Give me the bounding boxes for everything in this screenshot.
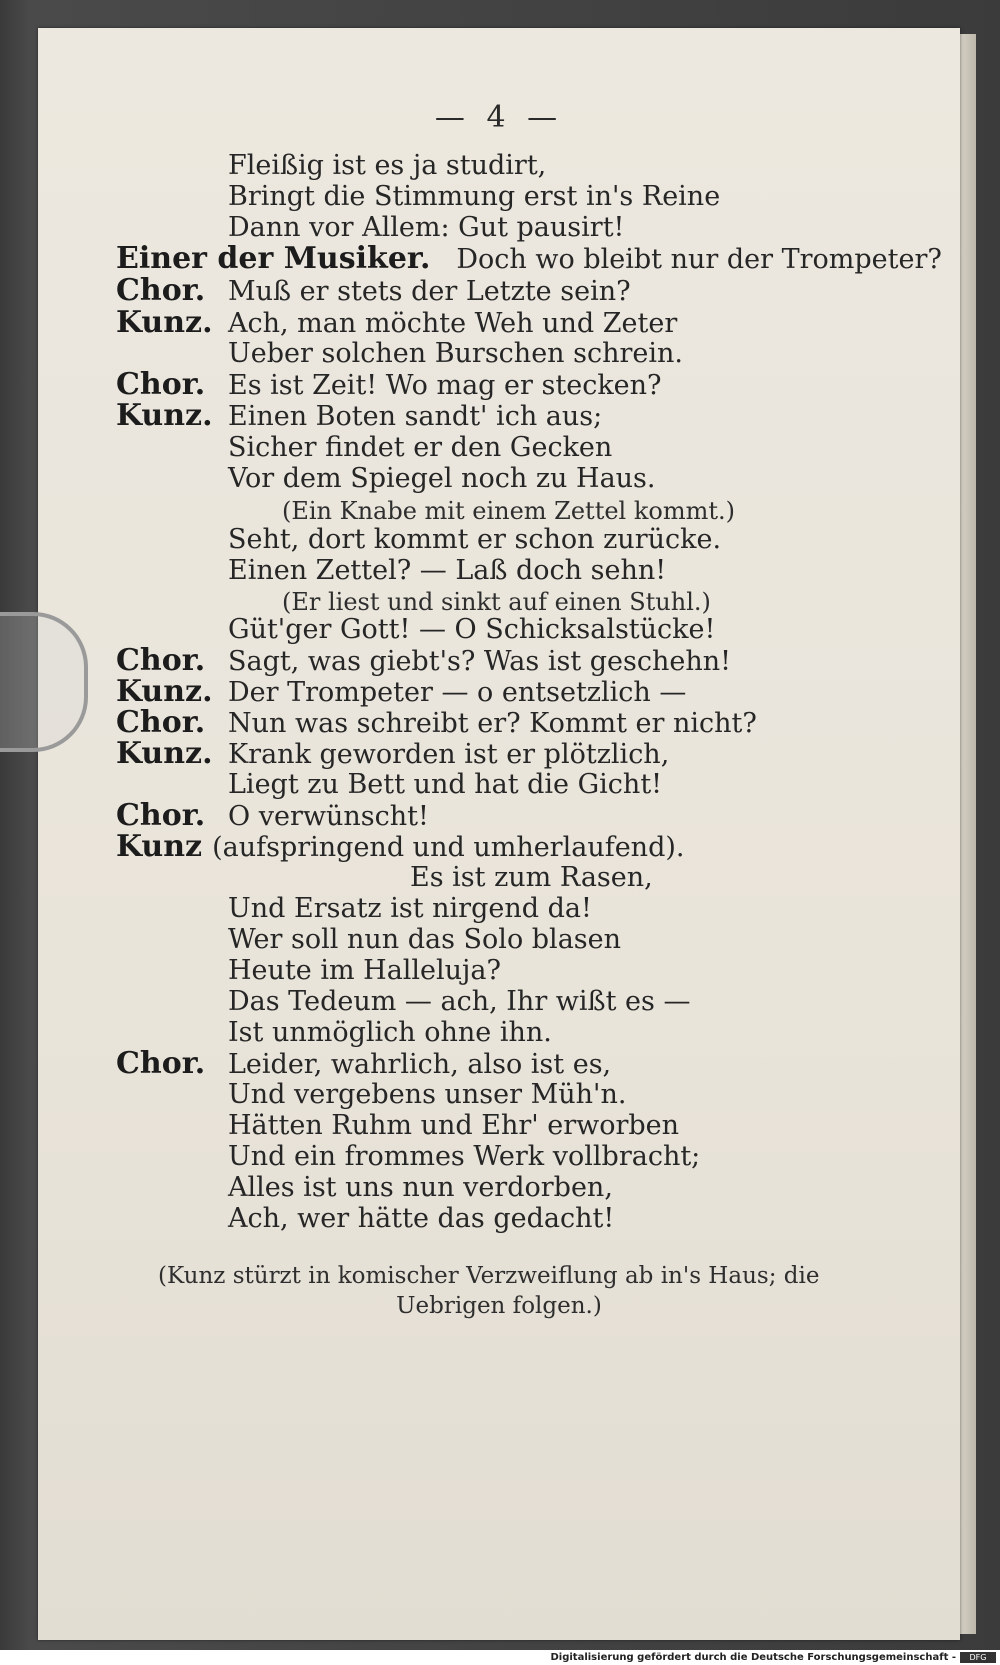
book-page	[38, 28, 960, 1640]
verse-line: Und ein frommes Werk vollbracht;	[228, 1141, 701, 1172]
verse-line: Chor. O verwünscht!	[116, 798, 429, 833]
verse-line: Kunz. Einen Boten sandt' ich aus;	[116, 398, 603, 433]
verse-line: Heute im Halleluja?	[228, 955, 502, 986]
speaker-label: Kunz.	[116, 398, 213, 433]
verse-line: Bringt die Stimmung erst in's Reine	[228, 181, 721, 212]
paper-clip	[0, 612, 88, 752]
verse-line: Seht, dort kommt er schon zurücke.	[228, 524, 722, 555]
speaker-label: Kunz.	[116, 736, 213, 771]
verse-line: Wer soll nun das Solo blasen	[228, 924, 622, 955]
verse-line: Ueber solchen Burschen schrein.	[228, 338, 684, 369]
speaker-label: Chor.	[116, 1046, 206, 1081]
speaker-label: Chor.	[116, 705, 206, 740]
stage-direction: (Er liest und sinkt auf einen Stuhl.)	[282, 588, 711, 616]
speaker-label: Chor.	[116, 643, 206, 678]
speaker-label: Einer der Musiker.	[116, 241, 431, 276]
speaker-label: Kunz.	[116, 674, 213, 709]
verse-line: Alles ist uns nun verdorben,	[228, 1172, 613, 1203]
verse-line: Das Tedeum — ach, Ihr wißt es —	[228, 986, 691, 1017]
closing-stage-direction-2: Uebrigen folgen.)	[396, 1293, 602, 1319]
verse-line: Ist unmöglich ohne ihn.	[228, 1017, 552, 1048]
footer-text: Digitalisierung gefördert durch die Deutsche Forschungsgemeinschaft -	[550, 1652, 956, 1663]
verse-line: Sicher findet er den Gecken	[228, 432, 613, 463]
page-edge	[958, 34, 976, 1634]
verse-line: Kunz. Der Trompeter — o entsetzlich —	[116, 674, 687, 709]
speaker-label: Kunz	[116, 829, 203, 864]
verse-line: Chor. Sagt, was giebt's? Was ist geschehn!	[116, 643, 732, 678]
verse-line: Dann vor Allem: Gut pausirt!	[228, 212, 625, 243]
verse-line: Einen Zettel? — Laß doch sehn!	[228, 555, 667, 586]
verse-line: Chor. Nun was schreibt er? Kommt er nicht?	[116, 705, 757, 740]
page-number: — 4 —	[434, 100, 564, 135]
verse-line: Ach, wer hätte das gedacht!	[228, 1203, 615, 1234]
speaker-label: Chor.	[116, 273, 206, 308]
verse-line: Kunz (aufspringend und umherlaufend).	[116, 829, 685, 864]
closing-stage-direction: (Kunz stürzt in komischer Verzweiflung ab in's Haus; die	[158, 1263, 820, 1289]
verse-line: Einer der Musiker. Doch wo bleibt nur der Trompeter?	[116, 241, 942, 276]
verse-line: Chor. Muß er stets der Letzte sein?	[116, 273, 631, 308]
verse-line: Es ist zum Rasen,	[410, 862, 653, 893]
verse-line: Chor. Leider, wahrlich, also ist es,	[116, 1046, 612, 1081]
speaker-label: Chor.	[116, 798, 206, 833]
verse-line: Kunz. Krank geworden ist er plötzlich,	[116, 736, 670, 771]
verse-line: Güt'ger Gott! — O Schicksalstücke!	[228, 614, 716, 645]
verse-line: Chor. Es ist Zeit! Wo mag er stecken?	[116, 367, 662, 402]
verse-line: Kunz. Ach, man möchte Weh und Zeter	[116, 305, 678, 340]
speaker-label: Chor.	[116, 367, 206, 402]
verse-line: Und Ersatz ist nirgend da!	[228, 893, 592, 924]
digitization-footer	[0, 1650, 1000, 1665]
verse-line: Und vergebens unser Müh'n.	[228, 1079, 627, 1110]
speaker-label: Kunz.	[116, 305, 213, 340]
stage-direction: (Ein Knabe mit einem Zettel kommt.)	[282, 497, 735, 525]
verse-line: Liegt zu Bett und hat die Gicht!	[228, 769, 663, 800]
verse-line: Fleißig ist es ja studirt,	[228, 150, 547, 181]
verse-line: Hätten Ruhm und Ehr' erworben	[228, 1110, 680, 1141]
verse-line: Vor dem Spiegel noch zu Haus.	[228, 463, 656, 494]
dfg-logo: DFG	[960, 1652, 996, 1663]
